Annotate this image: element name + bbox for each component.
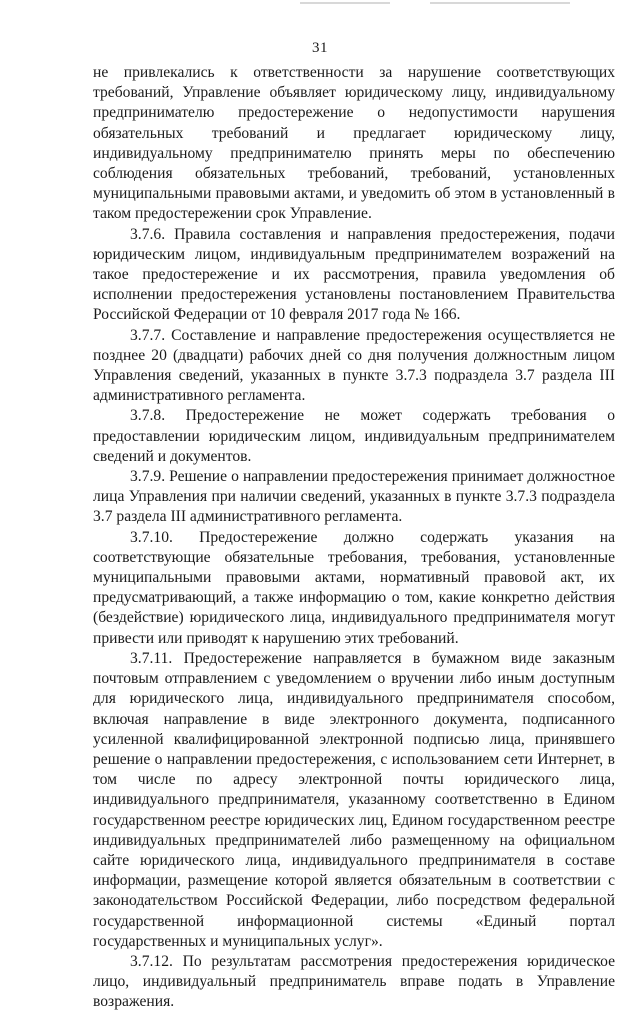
scan-artifact-top: [430, 2, 570, 4]
paragraph-3-7-6: 3.7.6. Правила составления и направления предостережения, подачи юридическим лицом, индивидуальным предпринимателем возражений на такое предостережение и их рассмотрения, правила уведомления об исполнении предостережения установлены постановлением Правительства Российской Федерации от 10 февраля 2017 года № 166.: [93, 225, 615, 324]
paragraph-3-7-11: 3.7.11. Предостережение направляется в бумажном виде заказным почтовым отправлением с уведомлением о вручении либо иным доступным для юридического лица, индивидуального предпринимателя способом, включая направление в виде электронного документа, подписанного усиленной квалифицированной электронной подписью лица, принявшего решение о направлении предостережения, с использованием сети Интернет, в том числе по адресу электронной почты юридического лица, индивидуального предпринимателя, указанному соответственно в Едином государственном реестре юридических лиц, Едином государственном реестре индивидуальных предпринимателей либо размещенному на официальном сайте юридического лица, индивидуального предпринимателя в составе информации, размещение которой является обязательным в соответствии с законодательством Российской Федерации, либо посредством федеральной государственной информационной системы «Единый портал государственных и муниципальных услуг».: [93, 649, 615, 950]
scan-artifact-top: [300, 2, 390, 4]
paragraph-continuation: не привлекались к ответственности за нарушение соответствующих требований, Управление объявляет юридическому лицу, индивидуальному предпринимателю предостережение о недопустимости нарушения обязательных требований и предлагает юридическому лицу, индивидуальному предпринимателю принять меры по обеспечению соблюдения обязательных требований, требований, установленных муниципальными правовыми актами, и уведомить об этом в установленный в таком предостережении срок Управление.: [93, 64, 615, 223]
paragraph-3-7-8: 3.7.8. Предостережение не может содержать требования о предоставлении юридическим лицом, индивидуальным предпринимателем сведений и документов.: [93, 407, 615, 465]
paragraph-3-7-7: 3.7.7. Составление и направление предостережения осуществляется не позднее 20 (двадцати) рабочих дней со дня получения должностным лицом Управления сведений, указанных в пункте 3.7.3 подраздела 3.7 раздела III административного регламента.: [93, 326, 615, 405]
paragraph-3-7-12: 3.7.12. По результатам рассмотрения предостережения юридическое лицо, индивидуальный предприниматель вправе подать в Управление возражения.: [93, 952, 615, 1011]
page-number: 31: [312, 40, 328, 56]
document-body: [93, 63, 615, 1013]
paragraph-3-7-9: 3.7.9. Решение о направлении предостережения принимает должностное лица Управления при наличии сведений, указанных в пункте 3.7.3 подраздела 3.7 раздела III административного регламента.: [93, 468, 615, 526]
paragraph-3-7-10: 3.7.10. Предостережение должно содержать указания на соответствующие обязательные требования, требования, установленные муниципальными правовыми актами, нормативный правовой акт, их предусматривающий, а также информацию о том, какие конкретно действия (бездействие) юридического лица, индивидуального предпринимателя могут привести или приводят к нарушению этих требований.: [93, 528, 615, 647]
